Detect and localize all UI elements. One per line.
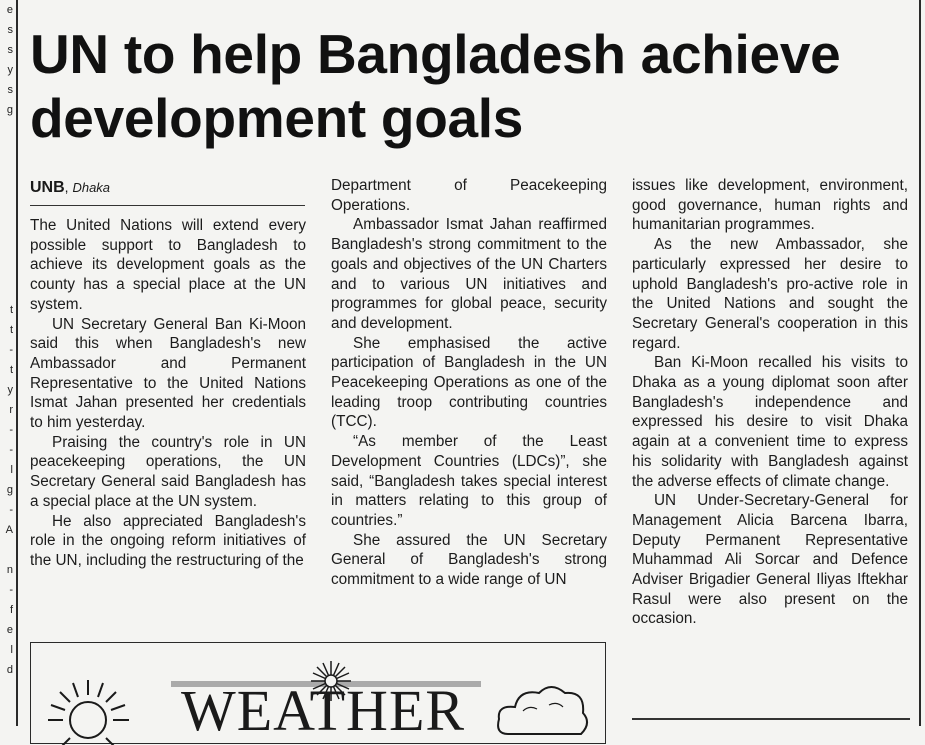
byline-rule: [30, 205, 305, 206]
byline: [30, 178, 304, 197]
fragment-char: [0, 160, 14, 180]
column-divider-left: [16, 0, 18, 726]
fragment-char: [0, 280, 14, 300]
fragment-char: [0, 220, 14, 240]
cloud-icon: [493, 679, 593, 739]
fragment-char: y: [7, 384, 13, 396]
fragment-char: -: [9, 424, 13, 436]
fragment-char: s: [7, 84, 13, 96]
fragment-char: f: [9, 604, 13, 616]
byline-agency: UNB: [30, 179, 65, 196]
paragraph: UN Under-Secretary-General for Management Alicia Barcena Ibarra, Deputy Permanent Representative Muhammad Ali Sorcar and Defence Adviser Brigadier General Iliyas Iftekhar Rasul were also present on the occasion.: [632, 492, 908, 628]
paragraph: She emphasised the active participation of Bangladesh in the UN Peacekeeping Operations as one of the leading troop contributing countries (TCC).: [331, 334, 607, 431]
fragment-char: e: [6, 4, 13, 16]
fragment-char: g: [6, 104, 13, 116]
paragraph: UN Secretary General Ban Ki-Moon said this when Bangladesh's new Ambassador and Permanent Representative to the United Nations Ismat Jahan presented her credentials to him yesterday.: [30, 315, 306, 432]
paragraph: She assured the UN Secretary General of Bangladesh's strong commitment to a wide range of UN: [331, 531, 607, 589]
paragraph: issues like development, environment, good governance, human rights and humanitarian programmes.: [632, 177, 908, 234]
fragment-char: e: [6, 624, 13, 636]
fragment-char: d: [6, 664, 13, 676]
weather-title: WEATHER: [181, 678, 466, 743]
column-divider-right: [919, 0, 921, 726]
fragment-char: r: [9, 404, 13, 416]
fragment-char: s: [7, 44, 13, 56]
fragment-char: t: [9, 324, 13, 336]
fragment-char: [0, 200, 14, 220]
byline-separator: ,: [64, 179, 73, 195]
fragment-char: -: [9, 504, 13, 516]
fragment-char: l: [10, 464, 13, 476]
fragment-char: [0, 540, 14, 560]
fragment-char: s: [7, 24, 13, 36]
fragment-char: g: [6, 484, 13, 496]
fragment-char: -: [9, 444, 13, 456]
article-column-3: [632, 176, 908, 629]
fragment-char: t: [9, 364, 13, 376]
paragraph: Ambassador Ismat Jahan reaffirmed Bangladesh's strong commitment to the goals and objectives of the UN Charters and to various UN initiatives and programmes for global peace, security and development.: [331, 216, 607, 332]
paragraph: As the new Ambassador, she particularly expressed her desire to uphold Bangladesh's pro-active role in the United Nations and sought the Secretary General's cooperation in this regard.: [632, 236, 908, 352]
byline-place: Dhaka: [72, 180, 111, 195]
article-headline: UN to help Bangladesh achieve development goals: [30, 23, 841, 149]
article-column-2: [331, 176, 607, 590]
fragment-char: n: [6, 564, 13, 576]
paragraph: He also appreciated Bangladesh's role in the ongoing reform initiatives of the UN, including the restructuring of the: [30, 512, 306, 569]
fragment-char: [0, 180, 14, 200]
sun-icon: [43, 675, 133, 745]
fragment-char: l: [10, 644, 13, 656]
fragment-char: [0, 240, 14, 260]
adjacent-column-fragments: [0, 0, 14, 726]
fragment-char: A: [5, 524, 13, 536]
paragraph: Praising the country's role in UN peacekeeping operations, the UN Secretary General said Bangladesh has a special place at the UN system.: [30, 433, 306, 510]
fragment-char: t: [9, 304, 13, 316]
fragment-char: [0, 260, 14, 280]
fragment-char: [0, 140, 14, 160]
paragraph: Department of Peacekeeping Operations.: [331, 177, 607, 214]
fragment-char: -: [9, 344, 13, 356]
paragraph: The United Nations will extend every possible support to Bangladesh to achieve its development goals as the county has a special place at the UN system.: [30, 217, 306, 313]
paragraph: “As member of the Least Development Countries (LDCs)”, she said, “Bangladesh takes special interest in matters relating to this group of countries.”: [331, 433, 607, 529]
fragment-char: [0, 120, 14, 140]
paragraph: Ban Ki-Moon recalled his visits to Dhaka as a young diplomat soon after Bangladesh's independence and expressed his desire to visit Dhaka again at a convenient time to express his solidarity with Bangladesh against the adverse effects of climate change.: [632, 354, 908, 490]
fragment-char: -: [9, 584, 13, 596]
bottom-rule: [632, 718, 910, 720]
fragment-char: y: [7, 64, 13, 76]
article-column-1: [30, 216, 306, 571]
weather-box: [30, 642, 606, 744]
